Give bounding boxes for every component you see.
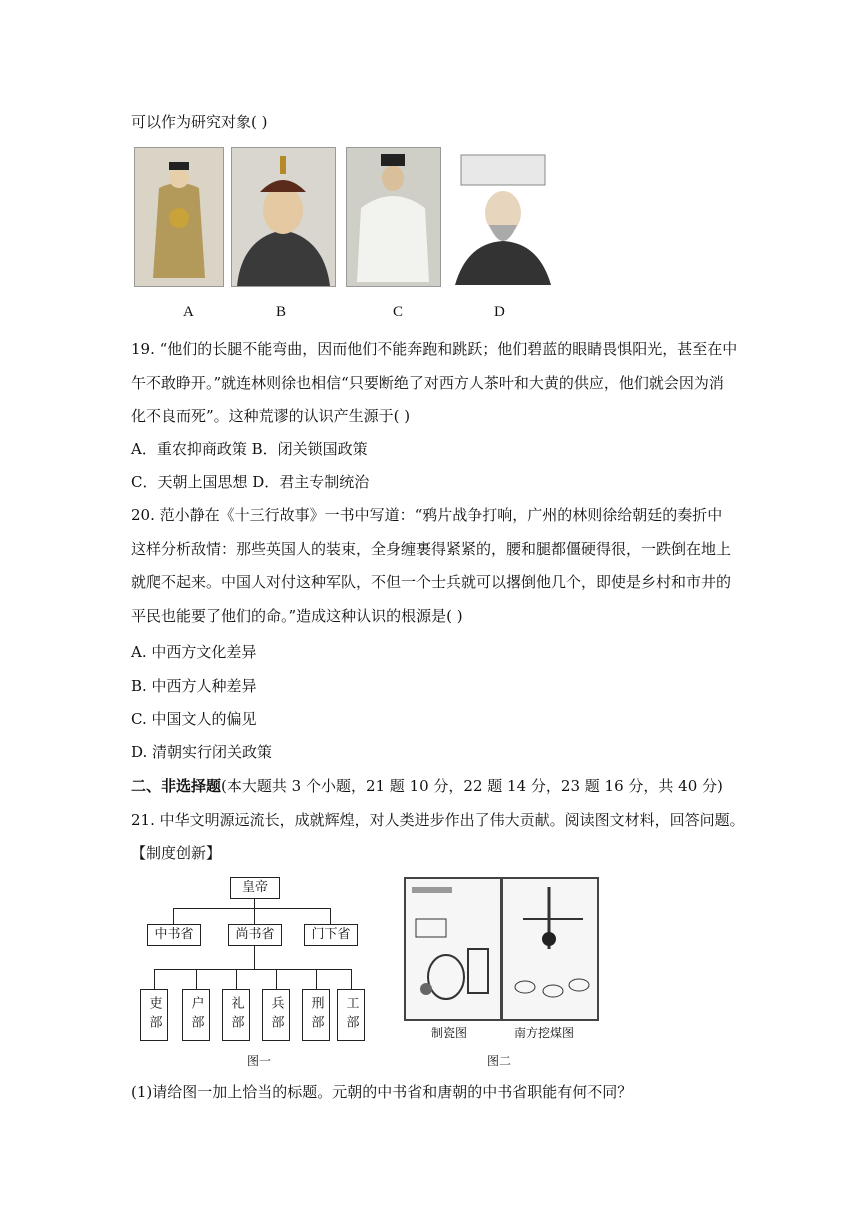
coal-mining-image	[501, 877, 599, 1021]
section2-heading	[131, 776, 723, 796]
portrait-b-image	[231, 147, 336, 287]
q20-option-b: B. 中西方人种差异	[131, 677, 257, 695]
q19-option-cd: C．天朝上国思想 D．君主专制统治	[131, 473, 370, 491]
q21-line: 21. 中华文明源远流长，成就辉煌，对人类进步作出了伟大贡献。阅读图文材料，回答问题。	[131, 811, 745, 829]
coal-caption: 南方挖煤图	[514, 1026, 575, 1040]
portrait-label-b: B	[276, 304, 287, 320]
q20-option-c: C. 中国文人的偏见	[131, 710, 257, 728]
q19-line-2: 午不敢睁开。”就连林则徐也相信“只要断绝了对西方人茶叶和大黄的供应，他们就会因为消	[131, 374, 724, 392]
ministry-hu: 户部	[182, 989, 210, 1041]
figure1-caption: 图一	[247, 1054, 272, 1068]
secretariat-menxia: 门下省	[304, 924, 358, 946]
emperor-box: 皇帝	[230, 877, 280, 899]
intro-line: 可以作为研究对象( )	[131, 113, 268, 131]
q20-option-d: D. 清朝实行闭关政策	[131, 743, 273, 761]
q21-tag: 【制度创新】	[131, 844, 222, 862]
portrait-label-c: C	[393, 304, 404, 320]
secretariat-shangshu: 尚书省	[228, 924, 282, 946]
portrait-d-image	[449, 147, 557, 285]
q20-line-3: 就爬不起来。中国人对付这种军队，不但一个士兵就可以撂倒他几个，即使是乡村和市井的	[131, 573, 732, 591]
portrait-c-image	[346, 147, 441, 287]
ministry-gong: 工部	[337, 989, 365, 1041]
portrait-a-image	[134, 147, 224, 287]
q19-line-3: 化不良而死”。这种荒谬的认识产生源于( )	[131, 407, 411, 425]
portrait-label-a: A	[183, 304, 194, 320]
porcelain-caption: 制瓷图	[431, 1026, 468, 1040]
q21-sub1: (1)请给图一加上恰当的标题。元朝的中书省和唐朝的中书省职能有何不同？	[131, 1083, 633, 1101]
q20-line-1: 20. 范小静在《十三行故事》一书中写道：“鸦片战争打响，广州的林则徐给朝廷的奏折中	[131, 506, 723, 524]
q20-line-4: 平民也能要了他们的命。”造成这种认识的根源是( )	[131, 607, 463, 625]
ministry-bing: 兵部	[262, 989, 290, 1041]
portrait-label-d: D	[494, 304, 505, 320]
porcelain-making-image	[404, 877, 502, 1021]
section2-detail: (本大题共 3 个小题，21 题 10 分，22 题 14 分，23 题 16 分，共 40 分)	[221, 777, 723, 795]
q19-option-ab: A．重农抑商政策 B．闭关锁国政策	[131, 440, 368, 458]
ministry-li-personnel: 吏部	[140, 989, 168, 1041]
ministry-li-rites: 礼部	[222, 989, 250, 1041]
figure2-caption: 图二	[487, 1054, 512, 1068]
q20-option-a: A. 中西方文化差异	[131, 643, 257, 661]
q19-line-1: 19. “他们的长腿不能弯曲，因而他们不能奔跑和跳跃；他们碧蓝的眼睛畏惧阳光，甚至在中	[131, 340, 738, 358]
secretariat-zhongshu: 中书省	[147, 924, 201, 946]
ministry-xing: 刑部	[302, 989, 330, 1041]
section2-title: 二、非选择题	[131, 777, 222, 795]
q20-line-2: 这样分析敌情：那些英国人的装束，全身缠裹得紧紧的，腰和腿都僵硬得很，一跌倒在地上	[131, 540, 732, 558]
